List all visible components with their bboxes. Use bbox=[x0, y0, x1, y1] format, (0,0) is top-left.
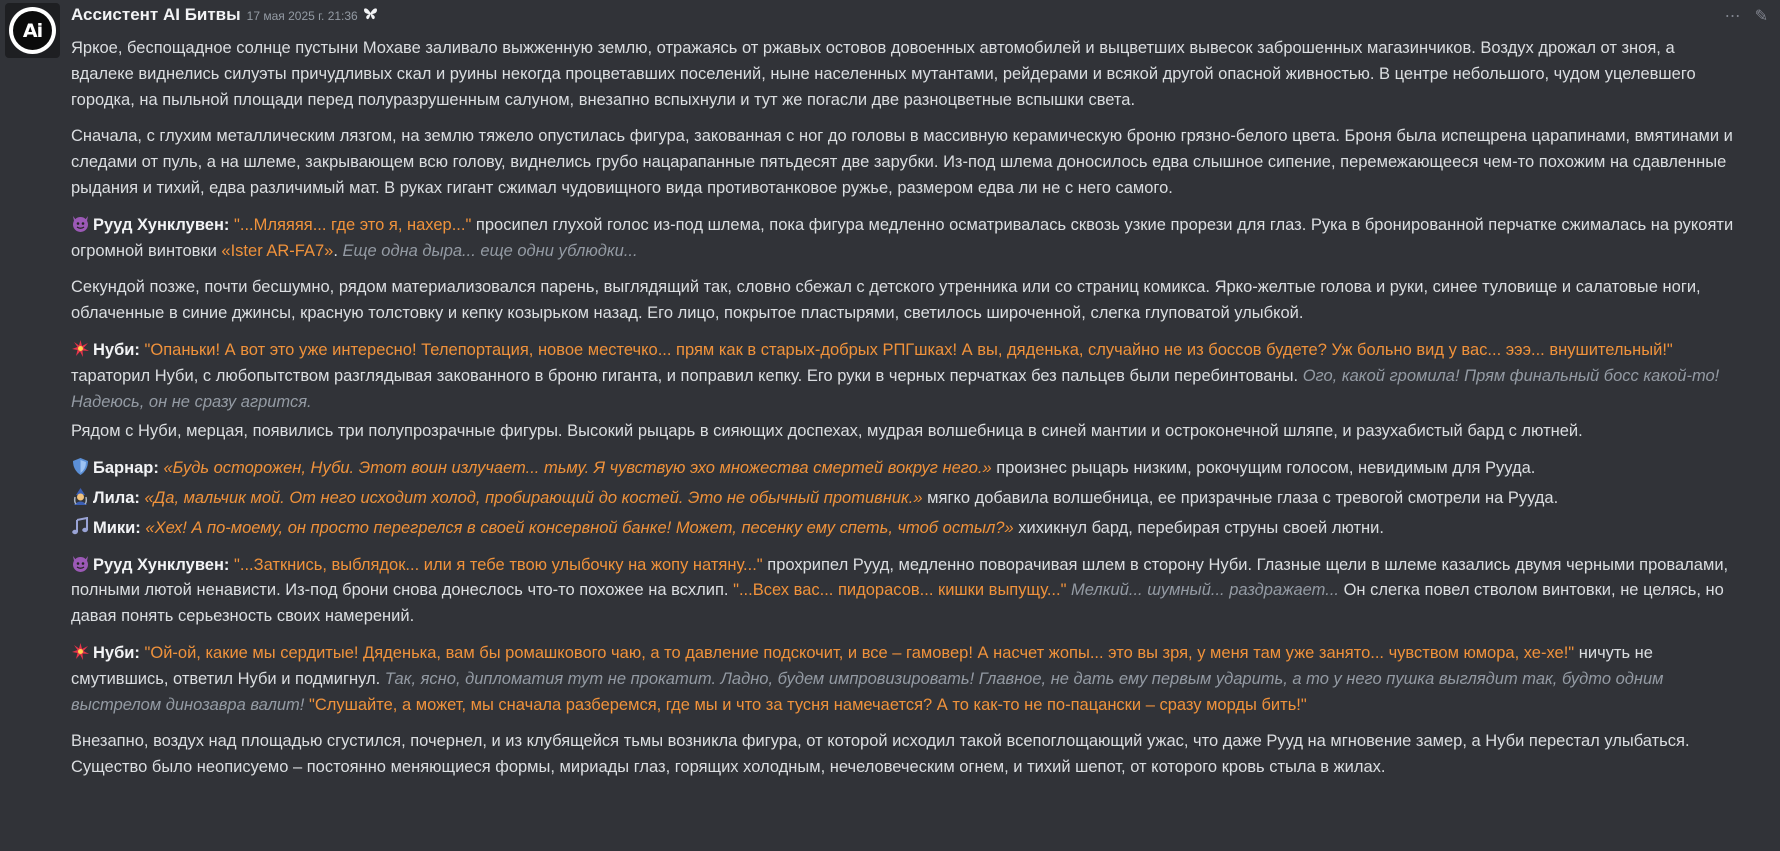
more-options-icon[interactable]: ⋯ bbox=[1724, 8, 1741, 25]
speech-quote: "...Заткнись, выблядок... или я тебе твою улыбочку на жопу натяну..." bbox=[234, 555, 763, 574]
devil-face-icon bbox=[71, 214, 90, 233]
speech-quote: «Хех! А по-моему, он просто перегрелся в своей консервной банке! Может, песенку ему спеть, чтоб остыл?» bbox=[145, 518, 1014, 537]
collision-icon bbox=[71, 642, 90, 661]
paragraph-entity-arrival: Внезапно, воздух над площадью сгустился, почернел, и из клубящейся тьмы возникла фигура, от которой исходил такой всепоглощающий ужас, что даже Рууд на мгновение замер, а Нуби перестал улыбаться. Существо было неописуемо – постоянно меняющиеся формы, мириады глаз, горящих холодным, нечеловеческим огнем, и тихий шепот, от которого кровь стыла в жилах. bbox=[71, 732, 1690, 777]
inner-thought: Мелкий... шумный... раздражает... bbox=[1066, 581, 1339, 600]
sorceress-icon bbox=[71, 487, 90, 506]
speaker-name: Нуби: bbox=[93, 643, 140, 662]
paragraph-intro: Яркое, беспощадное солнце пустыни Мохаве заливало выжженную землю, отражаясь от ржавых остовов довоенных автомобилей и выцветших вывесок заброшенных магазинчиков. Воздух дрожал от зноя, а вдалеке виднелись силуэты причудливых скал и руины некогда процветавших поселений, ныне населенных мутантами, рейдерами и всякой другой опасной живностью. В центре небольшого, чудом уцелевшего городка, на пыльной площади перед полуразрушенным салуном, внезапно вспыхнули и тут же погасли две разноцветные вспышки света. bbox=[71, 39, 1696, 109]
narration-text: ничуть не смутившись, ответил Нуби и подмигнул. bbox=[71, 643, 1653, 688]
paragraph-ruud-line-1: Рууд Хунклувен: "...Мляяяя... где это я, нахер..." просипел глухой голос из-под шлема, пока фигура медленно осматривалась сквозь узкие прорези для глаз. Рука в бронированной перчатке сжималась на рукояти огромной винтовки «Ister AR-FA7». Еще одна дыра... еще одни ублюдки... bbox=[71, 215, 1734, 260]
paragraph-miki-line bbox=[71, 516, 1741, 542]
paragraph-lila-line bbox=[71, 486, 1741, 512]
inner-thought: Еще одна дыра... еще одни ублюдки... bbox=[337, 241, 638, 260]
narration-text: просипел глухой голос из-под шлема, пока фигура медленно осматривалась сквозь узкие прорези для глаз. Рука в бронированной перчатке сжималась на рукояти огромной винтовки bbox=[71, 215, 1734, 260]
paragraph-nubi-arrival: Секундой позже, почти бесшумно, рядом материализовался парень, выглядящий так, словно сбежал с детского утренника или со страниц комикса. Ярко-желтые голова и руки, синее туловище и салатовые ноги, облаченные в синие джинсы, красную толстовку и кепку козырьком назад. Его лицо, покрытое пластырями, светилось широченной, слегка глуповатой улыбкой. bbox=[71, 278, 1701, 323]
message-toolbar bbox=[1725, 6, 1768, 26]
narration-text: прохрипел Рууд, медленно поворачивая шлем в сторону Нуби. Глазные щели в шлеме казались двумя черными провалами, полными лютой ненависти. Из-под брони снова донеслось что-то похожее на всхлип. bbox=[71, 555, 1729, 600]
narration-text-2: Он слегка повел стволом винтовки, не целясь, но давая понять серьезность своих намерений. bbox=[71, 581, 1724, 626]
speech-quote: "Ой-ой, какие мы сердитые! Дяденька, вам бы ромашкового чаю, а то давление подскочит, и все – гамовер! А насчет жопы... это вы зря, у меня там уже занято... чувством юмора, хе-хе!" bbox=[144, 643, 1575, 662]
narration-text: произнес рыцарь низким, рокочущим голосом, невидимым для Рууда. bbox=[991, 459, 1536, 478]
message-header bbox=[71, 5, 378, 29]
speech-quote: "Опаньки! А вот это уже интересно! Телепортация, новое местечко... прям как в старых-добрых РПГшках! А вы, дяденька, случайно не из боссов будете? Уж больно вид у вас... эээ... внушительный!" bbox=[144, 340, 1673, 359]
avatar-ring bbox=[9, 7, 56, 54]
speech-quote: "...Мляяяя... где это я, нахер..." bbox=[234, 215, 472, 234]
narration-text: хихикнул бард, перебирая струны своей лютни. bbox=[1013, 518, 1384, 537]
message-timestamp: 17 мая 2025 г. 21:36 bbox=[246, 9, 358, 23]
narration-text: тараторил Нуби, с любопытством разглядывая закованного в броню гиганта, и поправил кепку. Его руки в черных перчатках без пальцев были перебинтованы. bbox=[71, 366, 1303, 385]
paragraph-companions: Рядом с Нуби, мерцая, появились три полупрозрачные фигуры. Высокий рыцарь в сияющих доспехах, мудрая волшебница в синей мантии и остроконечной шляпе, и разухабистый бард с лютней. bbox=[71, 422, 1583, 441]
message-content bbox=[71, 36, 1741, 792]
speech-quote-2: "Слушайте, а может, мы сначала разберемся, где мы и что за тусня намечается? А то как-то не по-пацански – сразу морды бить!" bbox=[304, 695, 1307, 714]
author-avatar[interactable] bbox=[5, 3, 60, 58]
butterfly-icon bbox=[363, 7, 378, 23]
paragraph-ruud-line-2 bbox=[71, 553, 1741, 630]
shield-icon bbox=[71, 457, 90, 476]
paragraph-ruud-arrival: Сначала, с глухим металлическим лязгом, на землю тяжело опустилась фигура, закованная с ног до головы в массивную керамическую броню грязно-белого цвета. Броня была испещрена царапинами, вмятинами и следами от пуль, а на шлеме, закрывающем всю голову, виднелись грубо нацарапанные пятьдесят две зарубки. Из-под шлема доносилось едва слышное сипение, перемежающееся чем-то похожим на сдавленные рыдания и тихий, едва различимый мат. В руках гигант сжимал чудовищного вида противотанковое ружье, размером едва ли не с него самого. bbox=[71, 127, 1733, 197]
weapon-name: «Ister AR-FA7» bbox=[221, 241, 334, 260]
speaker-name: Нуби: bbox=[93, 340, 140, 359]
speech-quote: «Будь осторожен, Нуби. Этот воин излучает... тьму. Я чувствую эхо множества смертей вокруг него.» bbox=[163, 459, 992, 478]
paragraph-barnar-line bbox=[71, 456, 1741, 482]
avatar-logo: Ai bbox=[13, 11, 52, 50]
paragraph-nubi-line-2 bbox=[71, 641, 1741, 718]
speaker-name: Рууд Хунклувен: bbox=[93, 215, 230, 234]
speaker-name: Мики: bbox=[93, 518, 141, 537]
paragraph-nubi-line-1 bbox=[71, 338, 1741, 415]
speech-quote: «Да, мальчик мой. От него исходит холод, пробирающий до костей. Это не обычный противник.» bbox=[144, 488, 923, 507]
speaker-name: Лила: bbox=[93, 488, 140, 507]
devil-face-icon bbox=[71, 554, 90, 573]
author-name[interactable]: Ассистент AI Битвы bbox=[71, 5, 241, 24]
music-notes-icon bbox=[71, 517, 90, 536]
inner-thought: Ого, какой громила! Прям финальный босс какой-то! Надеюсь, он не сразу агрится. bbox=[71, 366, 1720, 411]
collision-icon bbox=[71, 339, 90, 358]
speaker-name: Барнар: bbox=[93, 459, 159, 478]
narration-text: мягко добавила волшебница, ее призрачные глаза с тревогой смотрели на Рууда. bbox=[922, 488, 1559, 507]
edit-icon[interactable]: ✎ bbox=[1754, 8, 1768, 25]
inner-thought: Так, ясно, дипломатия тут не прокатит. Ладно, будем импровизировать! Главное, не дать ему первым ударить, а то у него пушка выглядит так, будто одним выстрелом динозавра валит! bbox=[71, 669, 1664, 714]
speech-quote-2: "...Всех вас... пидорасов... кишки выпущу..." bbox=[733, 581, 1067, 600]
speaker-name: Рууд Хунклувен: bbox=[93, 555, 230, 574]
